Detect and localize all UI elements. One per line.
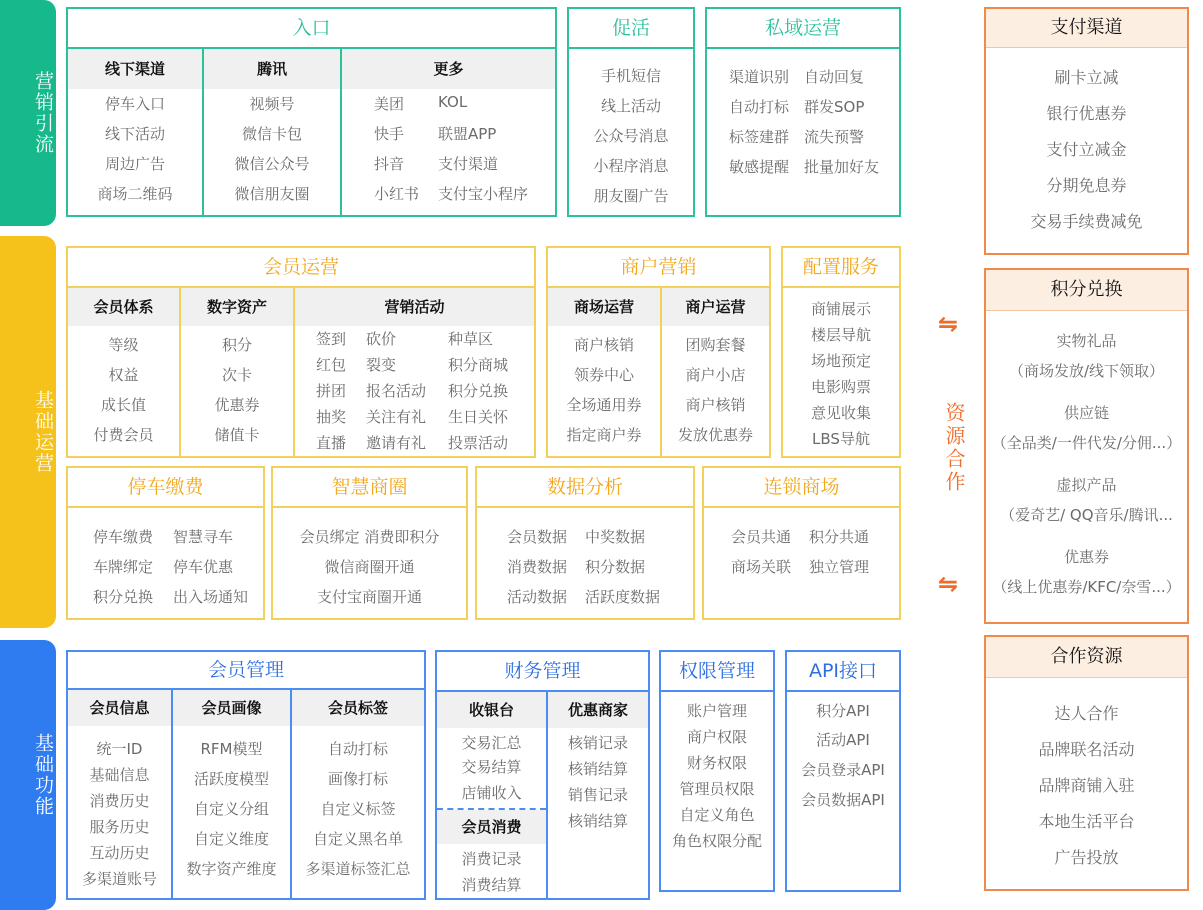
list-item: （爱奇艺/ QQ音乐/腾讯... xyxy=(1000,506,1173,524)
func-band-label: 基础功能 xyxy=(32,733,54,817)
member-ops-title: 会员运营 xyxy=(262,256,339,278)
list-item: 渠道识别 xyxy=(729,68,790,86)
list-item: 美团 xyxy=(374,95,405,113)
list-item: 分期免息券 xyxy=(1046,176,1127,195)
list-item: 权益 xyxy=(108,366,139,384)
list-item: 线上活动 xyxy=(600,97,661,115)
list-item: 全场通用券 xyxy=(566,396,642,414)
list-item: 自定义角色 xyxy=(679,806,755,824)
exchange-arrow-icon: ⇋ xyxy=(938,570,959,598)
finance-consume-head: 会员消费 xyxy=(437,810,546,844)
list-item: 领券中心 xyxy=(573,366,634,384)
list-item: 供应链 xyxy=(1063,404,1109,422)
member-mgmt-col1-head: 会员信息 xyxy=(68,690,171,726)
merchant-title: 商户营销 xyxy=(620,256,697,278)
finance-cashier-head: 收银台 xyxy=(437,692,546,728)
list-item: 批量加好友 xyxy=(804,158,880,176)
merchant-col1-head: 商场运营 xyxy=(548,288,660,326)
list-item: 楼层导航 xyxy=(810,326,871,344)
list-item: 积分 xyxy=(221,336,252,354)
list-item: 裂变 xyxy=(366,356,397,374)
pay-panel xyxy=(984,7,1189,255)
list-item: 微信卡包 xyxy=(241,125,302,143)
list-item: （线上优惠券/KFC/奈雪...） xyxy=(992,578,1181,596)
list-item: 公众号消息 xyxy=(593,127,669,145)
member-mgmt-col2-head: 会员画像 xyxy=(173,690,290,726)
entrance-col1-head: 线下渠道 xyxy=(68,49,202,89)
list-item: 优惠券 xyxy=(1063,548,1109,566)
list-item: 多渠道标签汇总 xyxy=(305,860,411,878)
list-item: 发放优惠券 xyxy=(677,426,753,444)
list-item: 手机短信 xyxy=(600,67,661,85)
list-item: 支付宝商圈开通 xyxy=(316,588,422,606)
list-item: 交易结算 xyxy=(461,758,522,776)
list-item: （全品类/一件代发/分佣...） xyxy=(991,434,1182,452)
list-item: 智慧寻车 xyxy=(173,528,234,546)
list-item: 自动打标 xyxy=(327,740,388,758)
coop-title: 合作资源 xyxy=(986,637,1187,678)
chain-title: 连锁商场 xyxy=(763,476,840,498)
list-item: 消费结算 xyxy=(461,876,522,894)
list-item: 抽奖 xyxy=(316,408,347,426)
list-item: 报名活动 xyxy=(366,382,427,400)
list-item: 会员数据API xyxy=(801,791,885,809)
list-item: 广告投放 xyxy=(1054,848,1119,867)
list-item: 活跃度数据 xyxy=(585,588,661,606)
list-item: 商户核销 xyxy=(685,396,746,414)
entrance-panel xyxy=(66,7,557,217)
data-analysis-title: 数据分析 xyxy=(546,476,623,498)
list-item: 次卡 xyxy=(221,366,252,384)
list-item: 销售记录 xyxy=(567,786,628,804)
list-item: 店铺收入 xyxy=(461,784,522,802)
list-item: 数字资产维度 xyxy=(186,860,277,878)
perm-panel xyxy=(659,650,775,892)
member-mgmt-panel xyxy=(66,650,426,900)
list-item: 停车入口 xyxy=(104,95,165,113)
list-item: 刷卡立减 xyxy=(1054,68,1119,87)
list-item: 支付宝小程序 xyxy=(438,185,529,203)
finance-panel xyxy=(435,650,650,900)
list-item: 会员数据 xyxy=(507,528,568,546)
member-mgmt-col3-head: 会员标签 xyxy=(292,690,424,726)
parking-panel xyxy=(66,466,265,620)
divider xyxy=(293,288,295,456)
list-item: 活跃度模型 xyxy=(193,770,269,788)
chain-panel xyxy=(702,466,901,620)
list-item: 会员登录API xyxy=(801,761,885,779)
list-item: 消费历史 xyxy=(89,792,150,810)
list-item: 虚拟产品 xyxy=(1056,476,1117,494)
private-panel xyxy=(705,7,901,217)
list-item: 停车优惠 xyxy=(173,558,234,576)
resource-coop-title: 资源合作 xyxy=(942,402,966,494)
list-item: 会员绑定 消费即积分 xyxy=(299,528,440,546)
list-item: 储值卡 xyxy=(214,426,260,444)
config-panel xyxy=(781,246,901,458)
list-item: 会员共通 xyxy=(731,528,792,546)
marketing-band xyxy=(0,0,56,226)
divider xyxy=(477,506,693,508)
smart-panel xyxy=(271,466,468,620)
list-item: 电影购票 xyxy=(810,378,871,396)
list-item: 实物礼品 xyxy=(1056,332,1117,350)
list-item: 互动历史 xyxy=(89,844,150,862)
list-item: 场地预定 xyxy=(810,352,871,370)
list-item: LBS导航 xyxy=(812,430,870,448)
list-item: 积分共通 xyxy=(809,528,870,546)
divider xyxy=(707,47,899,49)
list-item: 基础信息 xyxy=(89,766,150,784)
list-item: 快手 xyxy=(374,125,405,143)
list-item: 商铺展示 xyxy=(810,300,871,318)
func-band xyxy=(0,640,56,910)
list-item: 画像打标 xyxy=(327,770,388,788)
list-item: 银行优惠券 xyxy=(1046,104,1127,123)
list-item: 多渠道账号 xyxy=(81,870,157,888)
member-ops-col3-head: 营销活动 xyxy=(295,288,534,326)
list-item: 联盟APP xyxy=(438,125,497,143)
pay-title: 支付渠道 xyxy=(986,9,1187,48)
divider xyxy=(783,286,899,288)
list-item: 交易手续费减免 xyxy=(1030,212,1143,231)
member-ops-panel xyxy=(66,246,536,458)
exchange-arrow-icon: ⇋ xyxy=(938,310,959,338)
list-item: 微信商圈开通 xyxy=(324,558,415,576)
list-item: 小程序消息 xyxy=(593,157,669,175)
list-item: 品牌联名活动 xyxy=(1038,740,1135,759)
list-item: 抖音 xyxy=(374,155,405,173)
list-item: 活动数据 xyxy=(507,588,568,606)
list-item: 视频号 xyxy=(249,95,295,113)
list-item: 交易汇总 xyxy=(461,734,522,752)
list-item: 服务历史 xyxy=(89,818,150,836)
member-mgmt-title: 会员管理 xyxy=(207,659,284,681)
list-item: 中奖数据 xyxy=(585,528,646,546)
list-item: 标签建群 xyxy=(729,128,790,146)
list-item: 积分API xyxy=(816,702,870,720)
list-item: 商场二维码 xyxy=(97,185,173,203)
list-item: 周边广告 xyxy=(104,155,165,173)
divider xyxy=(661,690,773,692)
list-item: 敏感提醒 xyxy=(729,158,790,176)
merchant-col2-head: 商户运营 xyxy=(662,288,769,326)
list-item: 支付渠道 xyxy=(438,155,499,173)
list-item: 角色权限分配 xyxy=(671,832,762,850)
member-ops-col1-head: 会员体系 xyxy=(68,288,179,326)
api-panel xyxy=(785,650,901,892)
list-item: 意见收集 xyxy=(810,404,871,422)
list-item: 自定义分组 xyxy=(193,800,269,818)
list-item: 活动API xyxy=(816,731,870,749)
list-item: 自动打标 xyxy=(729,98,790,116)
list-item: （商场发放/线下领取） xyxy=(1008,362,1165,380)
smart-title: 智慧商圈 xyxy=(331,476,408,498)
list-item: 红包 xyxy=(316,356,347,374)
list-item: 商户权限 xyxy=(686,728,747,746)
list-item: 车牌绑定 xyxy=(93,558,154,576)
list-item: 微信朋友圈 xyxy=(234,185,310,203)
list-item: 拼团 xyxy=(316,382,347,400)
divider xyxy=(68,506,263,508)
finance-title: 财务管理 xyxy=(504,660,581,682)
list-item: 核销结算 xyxy=(567,812,628,830)
list-item: 商户核销 xyxy=(573,336,634,354)
entrance-col2-head: 腾讯 xyxy=(204,49,340,89)
member-ops-col2-head: 数字资产 xyxy=(181,288,293,326)
list-item: 成长值 xyxy=(100,396,146,414)
list-item: 优惠券 xyxy=(214,396,260,414)
list-item: 小红书 xyxy=(374,185,420,203)
points-title: 积分兑换 xyxy=(986,270,1187,311)
list-item: 朋友圈广告 xyxy=(593,187,669,205)
list-item: 管理员权限 xyxy=(679,780,755,798)
list-item: 积分兑换 xyxy=(93,588,154,606)
list-item: 品牌商铺入驻 xyxy=(1038,776,1135,795)
list-item: 核销结算 xyxy=(567,760,628,778)
list-item: 出入场通知 xyxy=(173,588,249,606)
list-item: 自定义标签 xyxy=(320,800,396,818)
list-item: 群发SOP xyxy=(804,98,865,116)
list-item: 线下活动 xyxy=(104,125,165,143)
list-item: 积分兑换 xyxy=(448,382,509,400)
list-item: KOL xyxy=(438,93,468,111)
divider xyxy=(340,49,342,215)
list-item: 生日关怀 xyxy=(448,408,509,426)
list-item: RFM模型 xyxy=(200,740,263,758)
api-title: API接口 xyxy=(808,660,878,682)
list-item: 本地生活平台 xyxy=(1038,812,1135,831)
list-item: 商场关联 xyxy=(731,558,792,576)
list-item: 关注有礼 xyxy=(366,408,427,426)
list-item: 流失预警 xyxy=(804,128,865,146)
list-item: 停车缴费 xyxy=(93,528,154,546)
list-item: 投票活动 xyxy=(448,434,509,452)
list-item: 签到 xyxy=(316,330,347,348)
merchant-panel xyxy=(546,246,771,458)
list-item: 砍价 xyxy=(366,330,397,348)
list-item: 等级 xyxy=(108,336,139,354)
list-item: 商户小店 xyxy=(685,366,746,384)
ops-band-label: 基础运营 xyxy=(32,390,54,474)
list-item: 支付立减金 xyxy=(1046,140,1127,159)
list-item: 统一ID xyxy=(96,740,143,758)
config-title: 配置服务 xyxy=(802,256,879,278)
perm-title: 权限管理 xyxy=(678,660,755,682)
list-item: 独立管理 xyxy=(809,558,870,576)
entrance-title: 入口 xyxy=(292,17,331,39)
list-item: 账户管理 xyxy=(686,702,747,720)
marketing-band-label: 营销引流 xyxy=(32,71,54,155)
list-item: 达人合作 xyxy=(1054,704,1119,723)
ops-band xyxy=(0,236,56,628)
list-item: 积分数据 xyxy=(585,558,646,576)
list-item: 核销记录 xyxy=(567,734,628,752)
divider xyxy=(273,506,466,508)
private-title: 私域运营 xyxy=(764,17,841,39)
promo-panel xyxy=(567,7,695,217)
entrance-col3-head: 更多 xyxy=(342,49,555,89)
list-item: 指定商户券 xyxy=(566,426,642,444)
parking-title: 停车缴费 xyxy=(127,476,204,498)
list-item: 付费会员 xyxy=(93,426,154,444)
data-analysis-panel xyxy=(475,466,695,620)
list-item: 自定义维度 xyxy=(193,830,269,848)
list-item: 积分商城 xyxy=(448,356,509,374)
list-item: 直播 xyxy=(316,434,347,452)
list-item: 消费数据 xyxy=(507,558,568,576)
divider xyxy=(569,47,693,49)
finance-discount-head: 优惠商家 xyxy=(548,692,648,728)
coop-panel xyxy=(984,635,1189,891)
divider xyxy=(787,690,899,692)
list-item: 自动回复 xyxy=(804,68,865,86)
list-item: 种草区 xyxy=(448,330,494,348)
promo-title: 促活 xyxy=(611,17,650,39)
list-item: 自定义黑名单 xyxy=(312,830,403,848)
list-item: 团购套餐 xyxy=(685,336,746,354)
list-item: 邀请有礼 xyxy=(366,434,427,452)
points-panel xyxy=(984,268,1189,624)
divider xyxy=(704,506,899,508)
list-item: 消费记录 xyxy=(461,850,522,868)
list-item: 微信公众号 xyxy=(234,155,310,173)
list-item: 财务权限 xyxy=(686,754,747,772)
